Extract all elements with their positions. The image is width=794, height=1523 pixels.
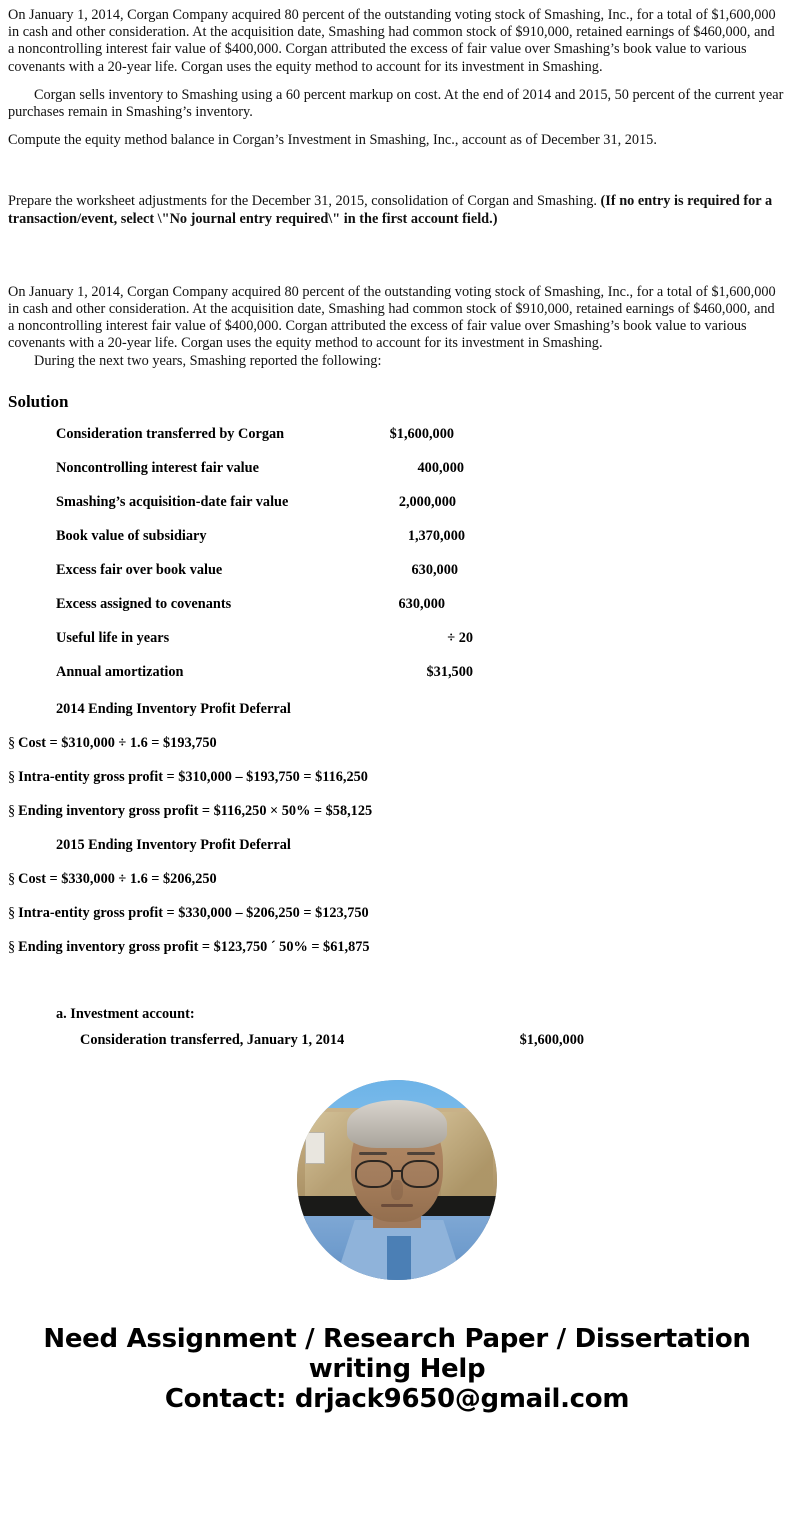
table-row [0, 522, 794, 556]
bullet-text: Cost = $310,000 ÷ 1.6 = $193,750 [18, 734, 217, 751]
section-symbol-icon: § [8, 938, 16, 955]
intro-paragraph-1: On January 1, 2014, Corgan Company acquired 80 percent of the outstanding voting stock of Smashing, Inc., for a total of $1,600,000 in cash and other consideration. At the acquisition date, Smashing had common stock of $910,000, retained earnings of $460,000, and a noncontrolling interest fair value of $400,000. Corgan attributed the excess of fair value over Smashing’s book value to various covenants with a 20-year life. Corgan uses the equity method to account for its investment in Smashing. [8, 7, 776, 75]
footer-line-2: writing Help [308, 1353, 486, 1384]
row-label: Consideration transferred by Corgan [56, 425, 285, 442]
deferral-2014-heading: 2014 Ending Inventory Profit Deferral [56, 700, 291, 717]
table-row [0, 624, 794, 658]
portrait-photo [297, 1080, 497, 1280]
prepare-instruction-bold: (If no entry is required for a transaction/event, select \"No journal entry required\" in the first account field.) [8, 193, 773, 227]
deferral-2015-line-1 [0, 862, 794, 896]
table-row [0, 454, 794, 488]
row-value: $1,600,000 [389, 425, 454, 442]
section-symbol-icon: § [8, 904, 16, 921]
table-row [0, 590, 794, 624]
row-value: 400,000 [417, 459, 464, 476]
deferral-2014-line-2 [0, 760, 794, 794]
table-row [0, 556, 794, 590]
deferral-2015-line-3 [0, 930, 794, 964]
part-a-row [0, 1024, 794, 1058]
row-value: 630,000 [398, 595, 445, 612]
prepare-instruction-normal: Prepare the worksheet adjustments for the December 31, 2015, consolidation of Corgan and Smashing. [8, 193, 601, 210]
photo-light-switch [305, 1132, 325, 1164]
photo-wall-panel-right [441, 1112, 493, 1200]
footer-line-3: Contact: drjack9650@gmail.com [164, 1383, 630, 1414]
spacer [0, 964, 794, 1004]
intro-paragraph-2: Corgan sells inventory to Smashing using a 60 percent markup on cost. At the end of 2014 and 2015, 50 percent of the current year purchases remain in Smashing’s inventory. [8, 86, 784, 121]
row-label: Excess assigned to covenants [56, 595, 232, 612]
row-label: Book value of subsidiary [56, 527, 207, 544]
prepare-instruction-paragraph [0, 193, 794, 227]
deferral-2015-line-2 [0, 896, 794, 930]
deferral-2014-line-3 [0, 794, 794, 828]
photo-nose [391, 1180, 403, 1200]
table-row [0, 658, 794, 692]
bullet-text: Ending inventory gross profit = $116,250 × 50% = $58,125 [18, 802, 373, 819]
photo-eyebrow-left [359, 1152, 387, 1155]
photo-eyeglass-left [355, 1160, 393, 1188]
spacer [0, 121, 794, 132]
row-value: 2,000,000 [398, 493, 456, 510]
row-value: 1,370,000 [407, 527, 465, 544]
allocation-table [0, 420, 794, 692]
section-symbol-icon: § [8, 870, 16, 887]
footer-line-1: Need Assignment / Research Paper / Dissertation [43, 1323, 751, 1354]
photo-mouth [381, 1204, 413, 1207]
section-symbol-icon: § [8, 802, 16, 819]
compute-requirement-paragraph: Compute the equity method balance in Corgan’s Investment in Smashing, Inc., account as of December 31, 2015. [8, 132, 657, 149]
footer-advertisement [0, 1280, 794, 1414]
row-label: Useful life in years [56, 629, 170, 646]
bullet-text: Ending inventory gross profit = $123,750 ´ 50% = $61,875 [18, 938, 370, 955]
section-symbol-icon: § [8, 734, 16, 751]
deferral-2015-heading: 2015 Ending Inventory Profit Deferral [56, 836, 291, 853]
photo-hair [347, 1100, 447, 1148]
spacer [0, 412, 794, 420]
photo-eyeglass-right [401, 1160, 439, 1188]
row-label: Annual amortization [56, 663, 184, 680]
part-a-label: a. Investment account: [56, 1005, 195, 1022]
solution-heading: Solution [8, 391, 69, 411]
row-label: Consideration transferred, January 1, 2014 [80, 1031, 345, 1048]
bullet-text: Intra-entity gross profit = $330,000 – $206,250 = $123,750 [18, 904, 369, 921]
spacer [0, 76, 794, 87]
bullet-text: Intra-entity gross profit = $310,000 – $193,750 = $116,250 [18, 768, 368, 785]
row-value: $1,600,000 [519, 1031, 584, 1048]
photo-tie [387, 1236, 411, 1280]
photo-eyebrow-right [407, 1152, 435, 1155]
spacer [0, 370, 794, 392]
spacer [0, 228, 794, 284]
photo-eyeglass-bridge [392, 1170, 402, 1172]
row-value: $31,500 [426, 663, 473, 680]
bullet-text: Cost = $330,000 ÷ 1.6 = $206,250 [18, 870, 217, 887]
photo-container [0, 1058, 794, 1280]
row-label: Excess fair over book value [56, 561, 223, 578]
table-row [0, 488, 794, 522]
repeat-paragraph: On January 1, 2014, Corgan Company acquired 80 percent of the outstanding voting stock of Smashing, Inc., for a total of $1,600,000 in cash and other consideration. At the acquisition date, Smashing had common stock of $910,000, retained earnings of $460,000, and a noncontrolling interest fair value of $400,000. Corgan attributed the excess of fair value over Smashing’s book value to various covenants with a 20-year life. Corgan uses the equity method to account for its investment in Smashing. [8, 283, 776, 352]
table-row [0, 420, 794, 454]
row-label: Smashing’s acquisition-date fair value [56, 493, 289, 510]
during-next-two-years-line: During the next two years, Smashing reported the following: [34, 352, 382, 369]
row-value: 630,000 [411, 561, 458, 578]
row-value: ÷ 20 [447, 629, 473, 646]
deferral-2014-line-1 [0, 726, 794, 760]
section-symbol-icon: § [8, 768, 16, 785]
row-label: Noncontrolling interest fair value [56, 459, 259, 476]
spacer [0, 149, 794, 193]
